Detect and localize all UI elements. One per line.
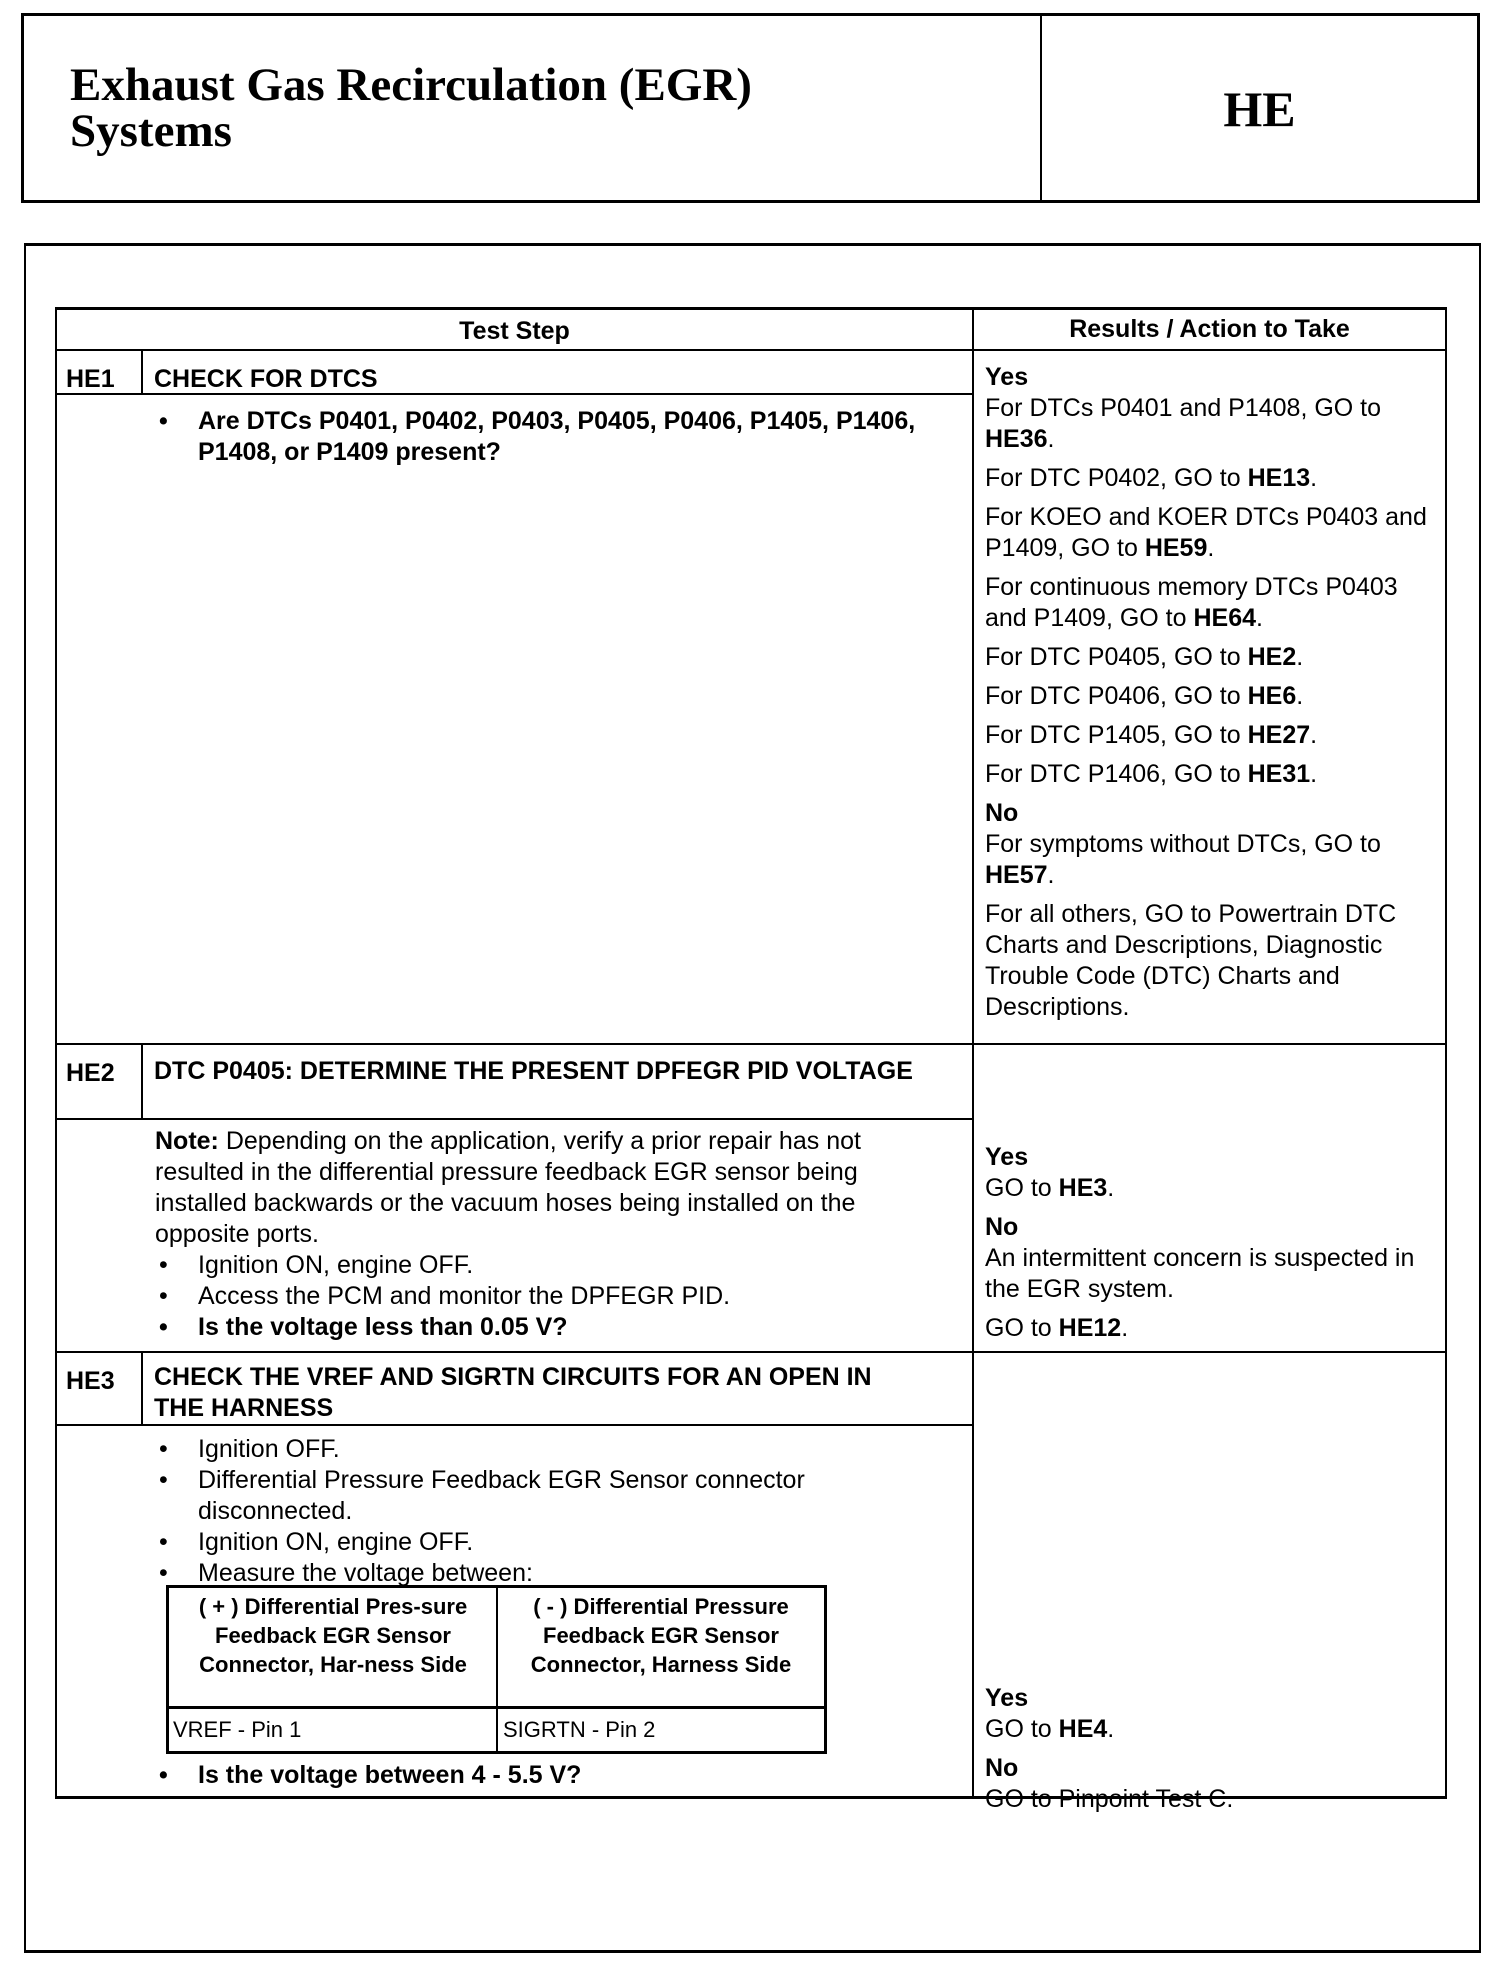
step-title: DTC P0405: DETERMINE THE PRESENT DPFEGR PID VOLTAGE xyxy=(154,1057,913,1085)
bullet-item: • Are DTCs P0401, P0402, P0403, P0405, P0406, P1405, P1406, P1408, or P1409 present? xyxy=(155,406,955,468)
result-item: GO to Pinpoint Test C. xyxy=(985,1785,1234,1813)
result-item: For continuous memory DTCs P0403 and P1409, GO to HE64. xyxy=(985,573,1398,632)
page-title xyxy=(70,59,752,157)
step-id: HE2 xyxy=(66,1059,115,1087)
step-question xyxy=(155,1760,955,1791)
result-item: For DTC P1405, GO to HE27. xyxy=(985,721,1318,749)
title-line-2: Systems xyxy=(70,105,232,157)
bullet-item: • Measure the voltage between: xyxy=(155,1558,955,1589)
result-item: For DTCs P0401 and P1408, GO to HE36. xyxy=(985,394,1382,453)
result-item: For DTC P0406, GO to HE6. xyxy=(985,682,1304,710)
bullet-item: • Differential Pressure Feedback EGR Sensor connector disconnected. xyxy=(155,1465,955,1527)
bullet-item: • Is the voltage between 4 - 5.5 V? xyxy=(155,1760,955,1791)
note: Note: Depending on the application, verify a prior repair has not resulted in the differential pressure feedback EGR sensor being installed backwards or the vacuum hoses being installed on the opposite ports. xyxy=(155,1127,861,1248)
yes-label: Yes xyxy=(985,363,1029,391)
measurement-cell: VREF - Pin 1 xyxy=(173,1717,302,1742)
step-id: HE3 xyxy=(66,1367,115,1395)
rule xyxy=(55,1118,973,1120)
title-line-1: Exhaust Gas Recirculation (EGR) xyxy=(70,59,752,111)
result-item: For KOEO and KOER DTCs P0403 and P1409, GO to HE59. xyxy=(985,503,1427,562)
measurement-table xyxy=(166,1585,827,1754)
no-label: No xyxy=(985,799,1019,827)
result-item: For DTC P1406, GO to HE31. xyxy=(985,760,1318,788)
result-item: For symptoms without DTCs, GO to HE57. xyxy=(985,830,1381,889)
col-header-results: Results / Action to Take xyxy=(1069,315,1350,343)
no-label: No xyxy=(985,1754,1019,1782)
rule xyxy=(141,1351,143,1424)
bullet-item: • Ignition OFF. xyxy=(155,1434,955,1465)
bullet-item: • Ignition ON, engine OFF. xyxy=(155,1250,955,1281)
bullet-item: • Access the PCM and monitor the DPFEGR PID. xyxy=(155,1281,955,1312)
step-id: HE1 xyxy=(66,365,115,393)
rule xyxy=(496,1588,498,1751)
rule xyxy=(1445,307,1447,1798)
yes-label: Yes xyxy=(985,1684,1029,1712)
rule xyxy=(55,1424,973,1426)
step-title: CHECK FOR DTCS xyxy=(154,365,378,393)
step-title: CHECK THE VREF AND SIGRTN CIRCUITS FOR AN OPEN IN THE HARNESS xyxy=(154,1363,872,1422)
step-results xyxy=(985,1142,1440,1352)
result-item: GO to HE3. xyxy=(985,1174,1115,1202)
result-item: For all others, GO to Powertrain DTC Charts and Descriptions, Diagnostic Trouble Code (DTC) Charts and Descriptions. xyxy=(985,900,1397,1021)
measurement-header-positive: ( + ) Differential Pres-sure Feedback EGR Sensor Connector, Har-ness Side xyxy=(198,1594,468,1677)
bullet-item: • Ignition ON, engine OFF. xyxy=(155,1527,955,1558)
step-results xyxy=(985,1683,1440,1823)
result-item: For DTC P0405, GO to HE2. xyxy=(985,643,1304,671)
result-item: An intermittent concern is suspected in the EGR system. xyxy=(985,1244,1415,1303)
step-instructions xyxy=(155,1126,955,1343)
rule xyxy=(55,307,57,1798)
rule xyxy=(141,349,143,393)
rule xyxy=(55,307,1447,310)
rule xyxy=(141,1043,143,1118)
section-code: HE xyxy=(1223,81,1296,137)
measurement-header-negative: ( - ) Differential Pressure Feedback EGR Sensor Connector, Harness Side xyxy=(530,1594,792,1677)
rule xyxy=(972,307,974,1798)
result-item: For DTC P0402, GO to HE13. xyxy=(985,464,1318,492)
step-results xyxy=(985,362,1440,1031)
bullet-item: • Is the voltage less than 0.05 V? xyxy=(155,1312,955,1343)
result-item: GO to HE12. xyxy=(985,1314,1129,1342)
rule xyxy=(55,349,1447,351)
step-instructions xyxy=(155,1434,955,1589)
yes-label: Yes xyxy=(985,1143,1029,1171)
result-item: GO to HE4. xyxy=(985,1715,1115,1743)
step-instructions xyxy=(155,406,955,468)
no-label: No xyxy=(985,1213,1019,1241)
rule xyxy=(55,1043,1447,1045)
col-header-test-step: Test Step xyxy=(459,317,570,345)
rule xyxy=(169,1706,824,1709)
measurement-cell: SIGRTN - Pin 2 xyxy=(503,1717,656,1742)
